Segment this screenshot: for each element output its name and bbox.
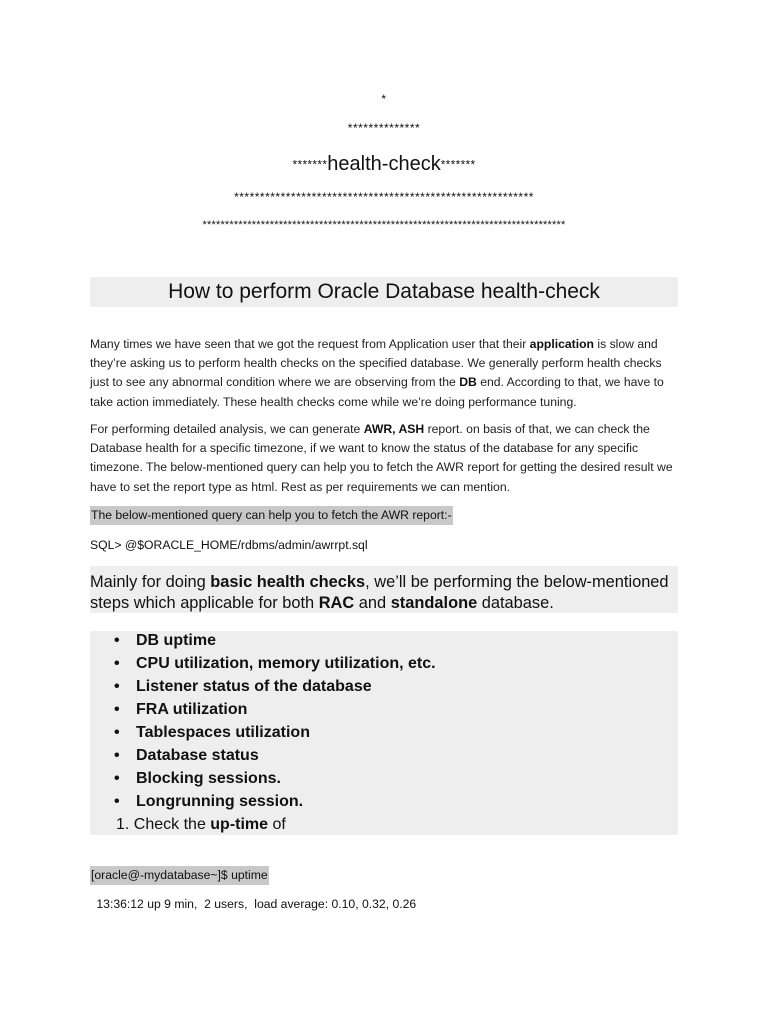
numbered-text-a: Check the <box>133 816 211 833</box>
intro-p2-text-c: report. on basis of that, we can check the Database health for a specific timezone, if we want to know the status of the database for any specific timezone. The below-mentioned query can help you to fetch the AWR report for getting the desired result we have to set the report type as html. Rest as per requirements we can mention. <box>90 422 673 494</box>
step-db-uptime: DB uptime <box>136 632 216 649</box>
intro-p2-text-a: For performing detailed analysis, we can generate <box>90 422 364 436</box>
bullet-icon: • <box>114 632 120 649</box>
mainly-bold-rac: RAC <box>318 593 355 612</box>
numbered-item-uptime <box>116 814 286 836</box>
bullet-icon: • <box>114 655 120 672</box>
step-blocking-sessions: Blocking sessions. <box>136 770 281 787</box>
numbered-bold-up-time: up-time <box>210 816 269 833</box>
health-stars-right: ******* <box>440 157 476 172</box>
star-line-2: ************** <box>347 121 421 135</box>
step-listener-status: Listener status of the database <box>136 678 372 695</box>
intro-p2-bold-awr-ash: AWR, ASH <box>363 422 425 436</box>
mainly-text-c: , we’ll be performing the below-mentioned steps which applicable for both <box>90 573 669 612</box>
intro-paragraph-1 <box>90 335 674 412</box>
mainly-bold-basic-health-checks: basic health checks <box>210 573 366 591</box>
star-line-5: ********************************************************************************* <box>202 219 566 231</box>
step-fra-utilization: FRA utilization <box>136 701 248 718</box>
bullet-icon: • <box>114 770 120 787</box>
awr-query-highlight: The below-mentioned query can help you to fetch the AWR report:- <box>90 506 453 525</box>
sql-command: SQL> @$ORACLE_HOME/rdbms/admin/awrrpt.sql <box>90 538 368 552</box>
intro-p1-text-c: is slow and they’re asking us to perform health checks on the specified database. We generally perform health checks just to see any abnormal condition where we are observing from the <box>90 337 662 390</box>
intro-paragraph-2 <box>90 420 674 497</box>
mainly-text-g: database. <box>477 593 554 612</box>
list-number: 1. <box>116 816 130 833</box>
health-check-banner <box>0 153 768 176</box>
basic-health-checks-text <box>90 572 678 613</box>
health-check-steps <box>90 631 678 835</box>
basic-health-checks-intro <box>90 566 678 613</box>
intro-p1-text-a: Many times we have seen that we got the request from Application user that their <box>90 337 530 351</box>
bullet-icon: • <box>114 793 120 810</box>
step-cpu-memory: CPU utilization, memory utilization, etc. <box>136 655 436 672</box>
mainly-text-e: and <box>354 593 391 612</box>
bullet-icon: • <box>114 701 120 718</box>
page-title: How to perform Oracle Database health-check <box>90 277 678 307</box>
intro-p1-bold-db: DB <box>459 375 477 390</box>
mainly-bold-standalone: standalone <box>390 593 478 612</box>
step-database-status: Database status <box>136 747 259 764</box>
step-tablespaces: Tablespaces utilization <box>136 724 310 741</box>
star-line-4: ********************************************************** <box>234 190 534 204</box>
numbered-text-c: of <box>268 816 286 833</box>
bullet-icon: • <box>114 747 120 764</box>
step-longrunning-session: Longrunning session. <box>136 793 304 810</box>
uptime-output: 13:36:12 up 9 min, 2 users, load average: 0.10, 0.32, 0.26 <box>93 897 417 911</box>
star-line-1: * <box>381 92 387 106</box>
bullet-icon: • <box>114 724 120 741</box>
health-check-word: health-check <box>327 153 441 175</box>
intro-p1-bold-application: application <box>529 337 595 351</box>
mainly-text-a: Mainly for doing <box>90 573 211 591</box>
health-stars-left: ******* <box>292 157 328 172</box>
intro-p1-text-e: end. According to that, we have to take action immediately. These health checks come while we’re doing performance tuning. <box>90 375 664 409</box>
uptime-command: [oracle@-mydatabase~]$ uptime <box>90 866 269 885</box>
bullet-icon: • <box>114 678 120 695</box>
